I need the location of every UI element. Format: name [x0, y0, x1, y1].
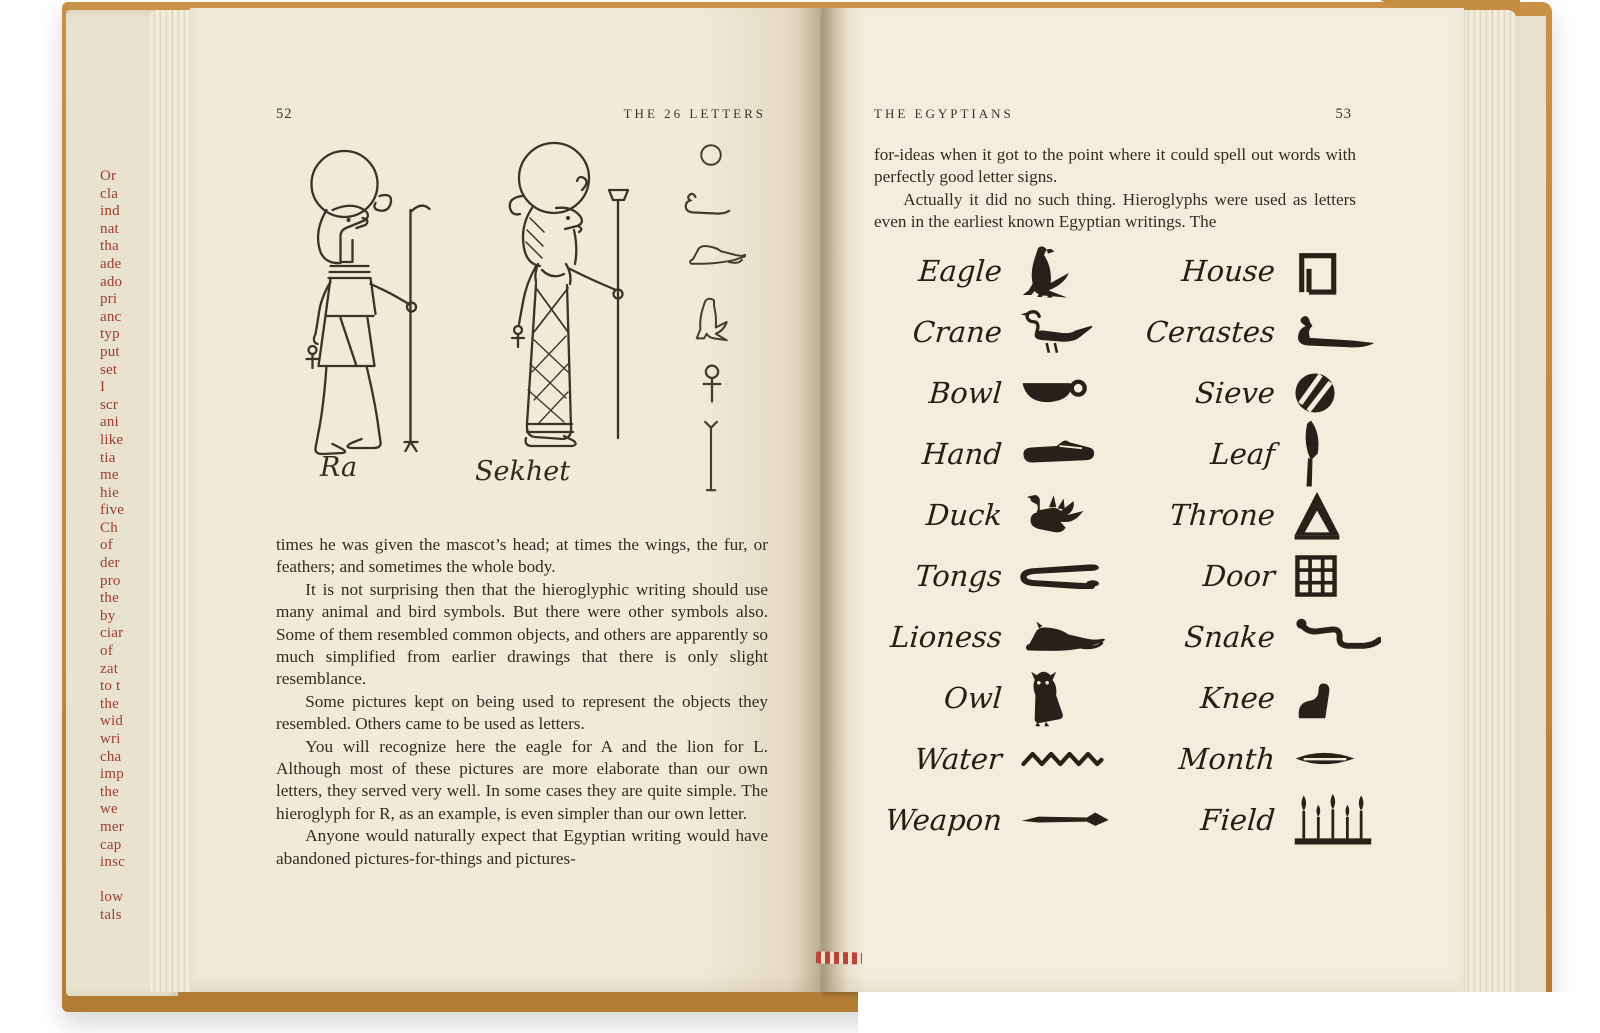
glyph-word-snake: Snake [1183, 619, 1277, 654]
flap-line: of [100, 643, 113, 660]
glyph-cell [1285, 371, 1390, 415]
flap-line: wid [100, 713, 124, 730]
field-hieroglyph-icon [1293, 794, 1373, 846]
snake-hieroglyph-icon [1293, 617, 1381, 656]
flap-line: like [100, 431, 124, 448]
flap-line: ind [100, 203, 120, 220]
glyph-cell [1012, 812, 1112, 828]
flap-line: pro [100, 572, 121, 589]
glyph-cell [1285, 673, 1390, 723]
left-page-body [276, 534, 768, 870]
flap-line: Or [100, 168, 117, 184]
tongs-hieroglyph-icon [1020, 562, 1100, 589]
glyph-cell [1285, 419, 1390, 488]
flap-line: nat [100, 220, 119, 237]
lion-icon [684, 238, 746, 270]
weapon-hieroglyph-icon [1020, 812, 1112, 828]
glyph-word-leaf: Leaf [1209, 436, 1277, 471]
flap-line: the [100, 783, 119, 800]
glyph-word-owl: Owl [942, 680, 1004, 715]
flap-line: Ch [100, 519, 118, 536]
flap-line: mer [100, 818, 124, 835]
glyph-word-month: Month [1177, 741, 1277, 776]
sekhet-caption: Sekhet [475, 456, 571, 487]
background-mask [858, 992, 1600, 1033]
paragraph: It is not surprising then that the hieroglyphic writing should use many animal and bird symbols. But there were other symbols also. Some of them resembled common objects, and others are apparently so much simplified from earlier drawings that there is only slight resemblance. [276, 579, 768, 689]
headband [816, 951, 862, 964]
flap-line: anc [100, 308, 122, 325]
throne-hieroglyph-icon [1293, 489, 1341, 541]
flap-line: der [100, 555, 120, 572]
paragraph: Actually it did no such thing. Hieroglyphs were used as letters even in the earliest known Egyptian writings. The [874, 189, 1356, 232]
flap-line: ani [100, 414, 119, 431]
house-hieroglyph-icon [1293, 247, 1341, 295]
flap-line: to t [100, 678, 121, 695]
cerastes-hieroglyph-icon [1293, 315, 1381, 349]
door-hieroglyph-icon [1293, 553, 1339, 599]
hand-hieroglyph-icon [1020, 440, 1096, 467]
flap-line: me [100, 467, 119, 484]
right-page-body [874, 144, 1356, 234]
flap-line: imp [100, 766, 124, 783]
flap-line: of [100, 537, 113, 554]
glyph-word-throne: Throne [1168, 497, 1277, 532]
eagle-hieroglyph-icon [1020, 244, 1080, 298]
flap-line: set [100, 361, 118, 378]
glyph-word-cerastes: Cerastes [1144, 314, 1277, 349]
glyph-word-weapon: Weapon [884, 802, 1004, 837]
glyph-word-hand: Hand [920, 436, 1004, 471]
paragraph: times he was given the mascot’s head; at times the wings, the fur, or feathers; and sometimes the whole body. [276, 535, 768, 577]
sekhet-illustration [465, 138, 650, 478]
ra-caption: Ra [320, 452, 358, 483]
bowl-hieroglyph-icon [1020, 376, 1092, 409]
lioness-hieroglyph-icon [1020, 618, 1106, 656]
glyph-word-crane: Crane [911, 314, 1004, 349]
glyph-word-duck: Duck [925, 497, 1004, 532]
glyph-cell [1285, 747, 1390, 770]
flap-line: ade [100, 255, 122, 272]
paragraph: for-ideas when it got to the point where it could spell out words with perfectly good letter signs. [874, 145, 1356, 187]
page-right [822, 8, 1464, 992]
glyph-cell [1012, 747, 1112, 771]
flap-line: the [100, 695, 119, 712]
glyph-cell [1012, 618, 1112, 656]
glyph-cell [1012, 440, 1112, 467]
falcon-icon [694, 294, 734, 350]
glyph-cell [1012, 669, 1112, 727]
flap-line: zat [100, 660, 119, 677]
paragraph: You will recognize here the eagle for A and the lion for L. Although most of these pictures are more elaborate than our own letters, they served very well. In some cases they are quite simple. The hieroglyph for R, as an example, is even simpler than our own letter. [276, 736, 768, 823]
hieroglyph-table [878, 240, 1398, 850]
knee-hieroglyph-icon [1293, 673, 1335, 723]
flap-line: cha [100, 748, 122, 765]
month-hieroglyph-icon [1293, 747, 1357, 770]
ra-illustration [280, 144, 455, 474]
running-head-right: THE EGYPTIANS [874, 106, 1014, 121]
flap-line: put [100, 343, 120, 360]
flap-line: typ [100, 326, 120, 343]
page-edges-left [150, 10, 190, 992]
sun-disk-icon [696, 140, 726, 170]
jacket-flap-right [1516, 16, 1546, 992]
water-hieroglyph-icon [1020, 747, 1104, 771]
glyph-cell [1012, 244, 1112, 298]
flap-line: cap [100, 836, 122, 853]
glyph-cell [1285, 794, 1390, 846]
glyph-word-house: House [1180, 253, 1277, 288]
glyph-word-bowl: Bowl [927, 375, 1004, 410]
glyph-cell [1012, 491, 1112, 539]
page-number-left: 52 [276, 106, 293, 122]
page-edges-right [1464, 10, 1516, 992]
glyph-word-door: Door [1201, 558, 1277, 593]
flap-line: wri [100, 731, 121, 747]
glyph-word-sieve: Sieve [1193, 375, 1277, 410]
leaf-hieroglyph-icon [1293, 419, 1326, 488]
owl-hieroglyph-icon [1020, 669, 1066, 727]
flap-line: ado [100, 273, 123, 290]
glyph-word-knee: Knee [1199, 680, 1277, 715]
glyph-word-eagle: Eagle [917, 253, 1004, 288]
glyph-cell [1285, 247, 1390, 295]
flap-line: the [100, 590, 119, 607]
flap-line: tha [100, 238, 119, 255]
ankh-icon [699, 362, 725, 406]
flap-line: hie [100, 484, 119, 501]
flap-line: tals [100, 906, 122, 923]
sieve-hieroglyph-icon [1293, 371, 1337, 415]
duck-hieroglyph-icon [1020, 491, 1086, 539]
glyph-cell [1285, 489, 1390, 541]
flap-line: ciar [100, 625, 124, 642]
page-left-header [276, 106, 766, 123]
glyph-word-tongs: Tongs [914, 558, 1004, 593]
glyph-cell [1012, 309, 1112, 355]
flap-line: scr [100, 396, 119, 413]
glyph-cell [1285, 553, 1390, 599]
flap-line: insc [100, 854, 125, 871]
glyph-cell [1012, 376, 1112, 409]
flap-line: I [100, 379, 106, 396]
glyph-cell [1285, 315, 1390, 349]
margin-hieroglyph-column [682, 140, 752, 485]
crane-hieroglyph-icon [1020, 309, 1094, 355]
flap-line: tia [100, 449, 116, 466]
glyph-word-water: Water [913, 741, 1004, 776]
paragraph: Some pictures kept on being used to represent the objects they resembled. Others came to be used as letters. [276, 691, 768, 734]
page-number-right: 53 [1335, 106, 1352, 122]
page-left [190, 8, 822, 992]
page-right-header [874, 106, 1352, 123]
glyph-word-lioness: Lioness [889, 619, 1004, 654]
flap-line: we [100, 801, 118, 818]
flap-line: five [100, 502, 125, 519]
flap-line: by [100, 607, 116, 624]
glyph-cell [1012, 562, 1112, 589]
running-head-left: THE 26 LETTERS [623, 106, 766, 121]
glyph-word-field: Field [1199, 802, 1277, 837]
glyph-cell [1285, 617, 1390, 656]
flap-line: pri [100, 291, 118, 308]
flap-line: low [100, 889, 124, 906]
flap-line: cla [100, 185, 119, 202]
cerastes-snake-icon [684, 190, 738, 216]
scepter-icon [701, 412, 721, 500]
paragraph: Anyone would naturally expect that Egyptian writing would have abandoned pictures-for-things and pictures- [276, 826, 768, 868]
